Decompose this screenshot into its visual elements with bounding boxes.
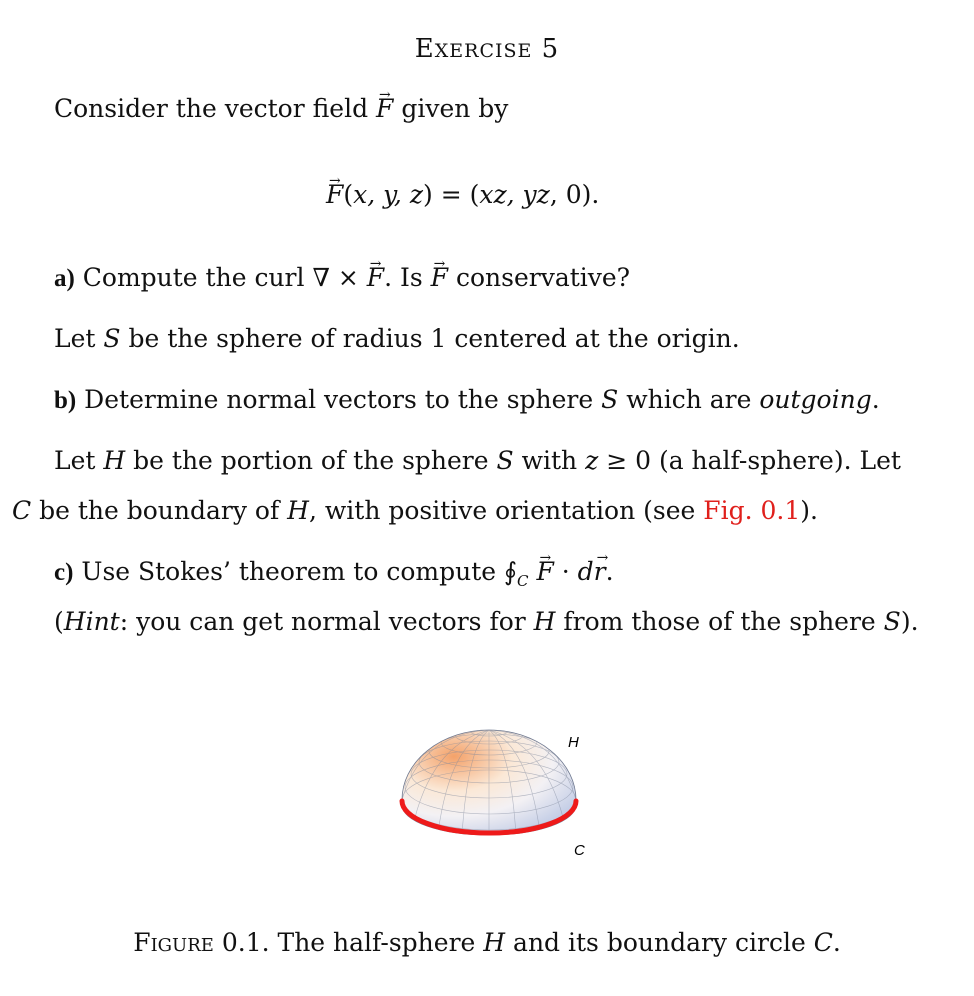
figure-caption: FIGURE 0.1. The half-sphere H and its boundary circle C. <box>133 928 841 957</box>
hint: (Hint: you can get normal vectors for H from those of the sphere S). <box>54 607 919 636</box>
half-sphere-figure <box>390 705 610 875</box>
label-h: H <box>568 734 579 751</box>
intro-text: Consider the vector field F → given by <box>54 94 508 124</box>
halfsphere-definition-cont: C be the boundary of H, with positive orientation (see Fig. 0.1). <box>12 496 818 525</box>
figure-link[interactable]: Fig. 0.1 <box>703 496 801 525</box>
vector-field-equation: F →(x, y, z) = (xz, yz, 0). <box>326 180 599 210</box>
part-a: a) Compute the curl ∇ × F →. Is F → conservative? <box>54 263 630 294</box>
part-c: c) Use Stokes’ theorem to compute $∮_C$ F → · dr →. <box>54 557 614 596</box>
part-b: b) Determine normal vectors to the sphere S which are outgoing. <box>54 385 880 414</box>
sphere-definition: Let S be the sphere of radius 1 centered at the origin. <box>54 324 740 353</box>
halfsphere-definition: Let H be the portion of the sphere S with z ≥ 0 (a half-sphere). Let <box>54 446 901 475</box>
label-c: C <box>574 842 585 859</box>
exercise-title: EXERCISE 5 <box>414 34 560 64</box>
